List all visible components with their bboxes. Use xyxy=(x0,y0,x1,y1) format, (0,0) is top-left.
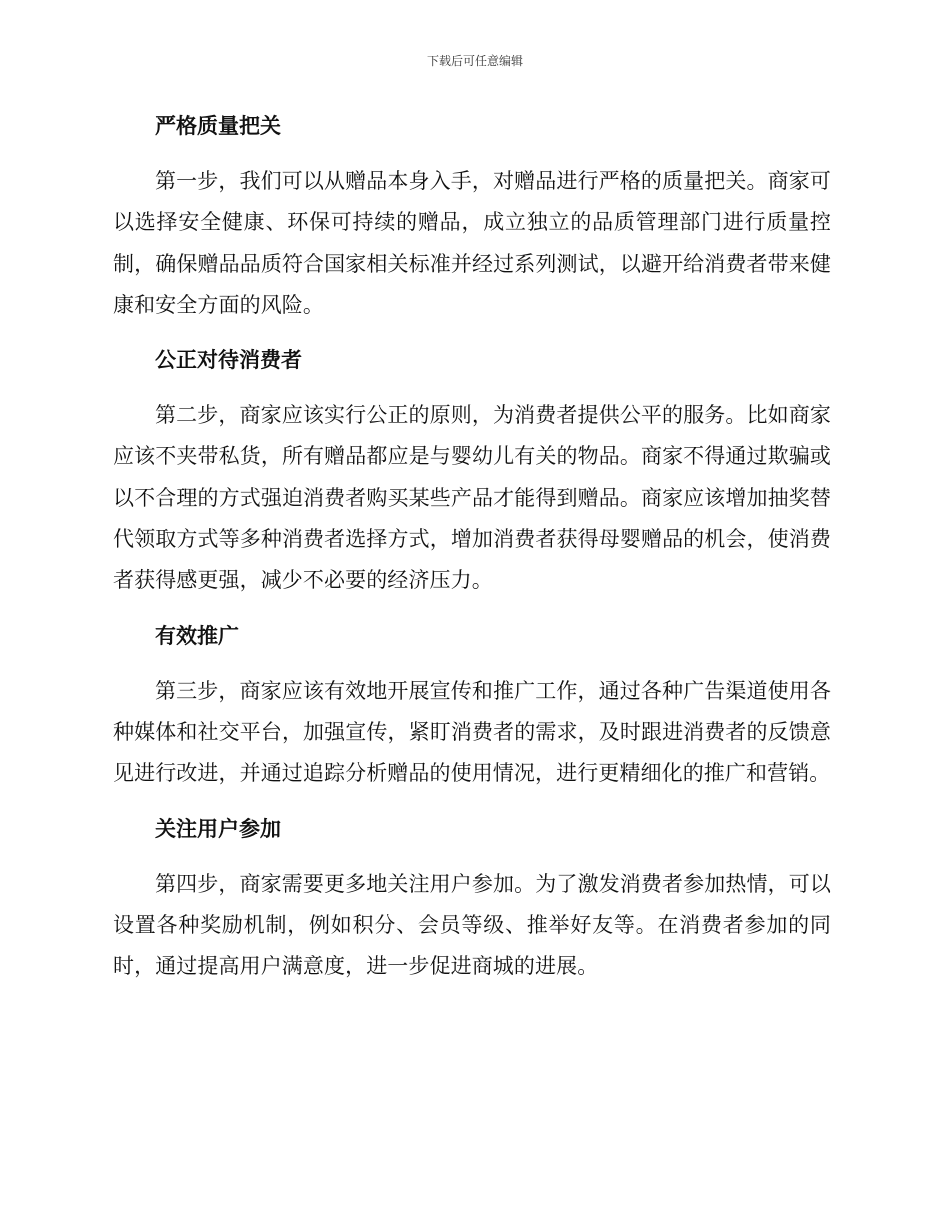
document-content xyxy=(113,106,831,1001)
section-user-participation xyxy=(113,809,831,988)
section-heading: 关注用户参加 xyxy=(155,816,281,841)
section-effective-promotion xyxy=(113,616,831,795)
section-paragraph: 第一步，我们可以从赠品本身入手，对赠品进行严格的质量把关。商家可以选择安全健康、环保可持续的赠品，成立独立的品质管理部门进行质量控制，确保赠品品质符合国家相关标准并经过系列测试，以避开给消费者带来健康和安全方面的风险。 xyxy=(113,169,831,317)
section-paragraph: 第四步，商家需要更多地关注用户参加。为了激发消费者参加热情，可以设置各种奖励机制，例如积分、会员等级、推举好友等。在消费者参加的同时，通过提高用户满意度，进一步促进商城的进展。 xyxy=(113,871,831,979)
page-header: 下载后可任意编辑 xyxy=(426,54,523,68)
section-heading: 有效推广 xyxy=(155,623,239,648)
section-paragraph: 第二步，商家应该实行公正的原则，为消费者提供公平的服务。比如商家应该不夹带私货，所有赠品都应是与婴幼儿有关的物品。商家不得通过欺骗或以不合理的方式强迫消费者购买某些产品才能得到赠品。商家应该增加抽奖替代领取方式等多种消费者选择方式，增加消费者获得母婴赠品的机会，使消费者获得感更强，减少不必要的经济压力。 xyxy=(113,403,831,593)
section-paragraph: 第三步，商家应该有效地开展宣传和推广工作，通过各种广告渠道使用各种媒体和社交平台，加强宣传，紧盯消费者的需求，及时跟进消费者的反馈意见进行改进，并通过追踪分析赠品的使用情况，进行更精细化的推广和营销。 xyxy=(113,678,831,786)
section-heading: 公正对待消费者 xyxy=(155,348,302,373)
section-heading: 严格质量把关 xyxy=(155,114,281,138)
section-quality-control xyxy=(113,106,831,326)
section-fair-treatment xyxy=(113,340,831,601)
